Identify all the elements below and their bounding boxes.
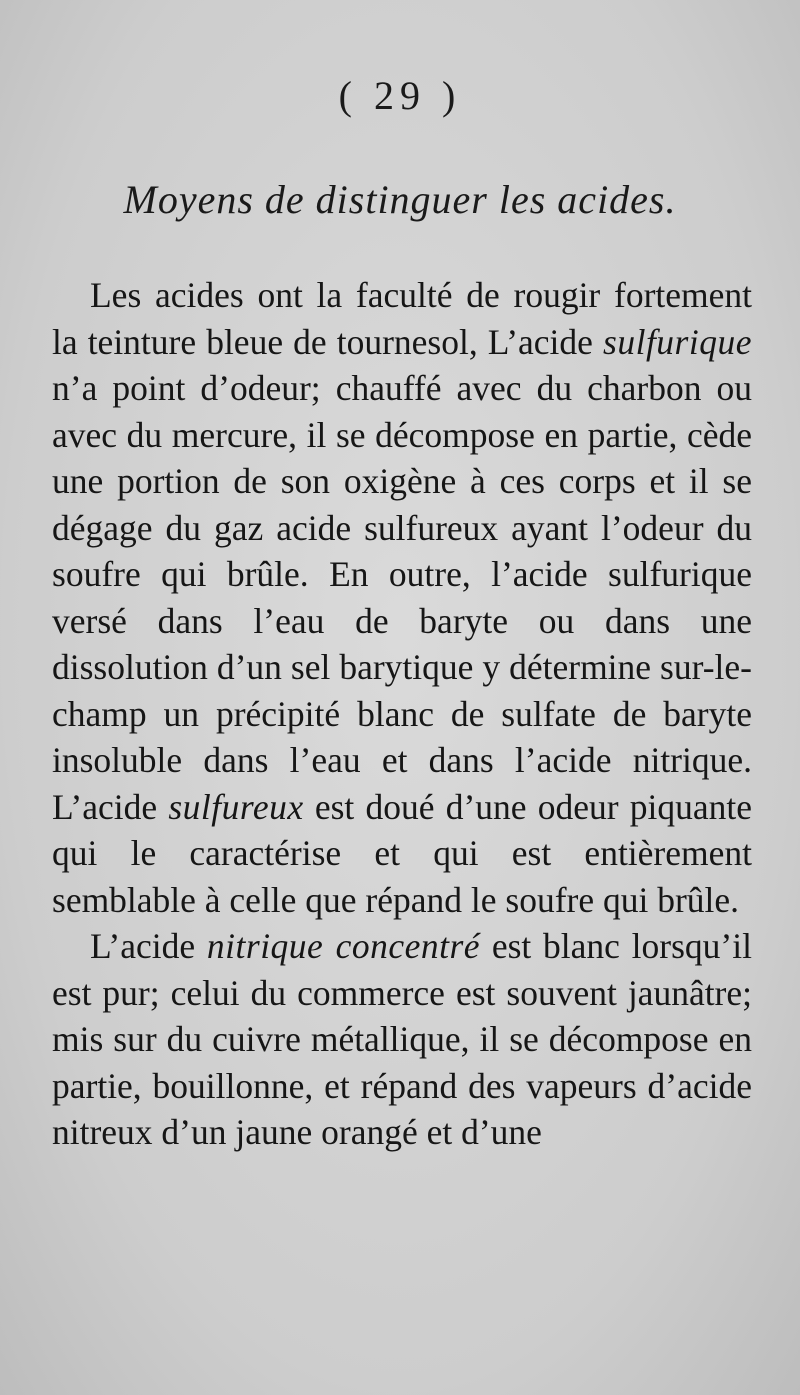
italic-term: sulfurique xyxy=(603,321,752,362)
text-run: n’a point d’odeur; chauffé avec du charbon ou avec du mercure, il se décompose en partie, cède une portion de son oxigène à ces corps et il se dégage du gaz acide sulfureux ayant l’odeur du soufre qui brûle. En outre, l’acide sulfurique versé dans l’eau de baryte ou dans une dissolution d’un sel barytique y détermine sur-le-champ un précipité blanc de sulfate de baryte insoluble dans l’eau et dans l’acide nitrique. L’acide xyxy=(52,368,752,827)
paragraph xyxy=(52,272,752,923)
text-run: est doué d’une odeur piquante qui le caractérise et qui est entièrement semblable à celle que répand le soufre qui brûle. xyxy=(52,786,752,920)
text-run: Les acides ont la faculté de rougir fortement la teinture bleue de tournesol, L’acide xyxy=(52,275,752,362)
body-text xyxy=(52,272,752,1156)
paragraph xyxy=(52,923,752,1156)
text-run: est blanc lorsqu’il est pur; celui du commerce est souvent jaunâtre; mis sur du cuivre métallique, il se décompose en partie, bouillonne, et répand des vapeurs d’acide nitreux d’un jaune orangé et d’une xyxy=(52,926,752,1152)
italic-term: sulfureux xyxy=(168,786,304,827)
italic-term: nitrique concentré xyxy=(206,926,481,966)
page-number: ( 29 ) xyxy=(338,73,462,118)
section-heading: Moyens de distinguer les acides. xyxy=(123,177,677,222)
text-run: L’acide xyxy=(90,926,207,966)
